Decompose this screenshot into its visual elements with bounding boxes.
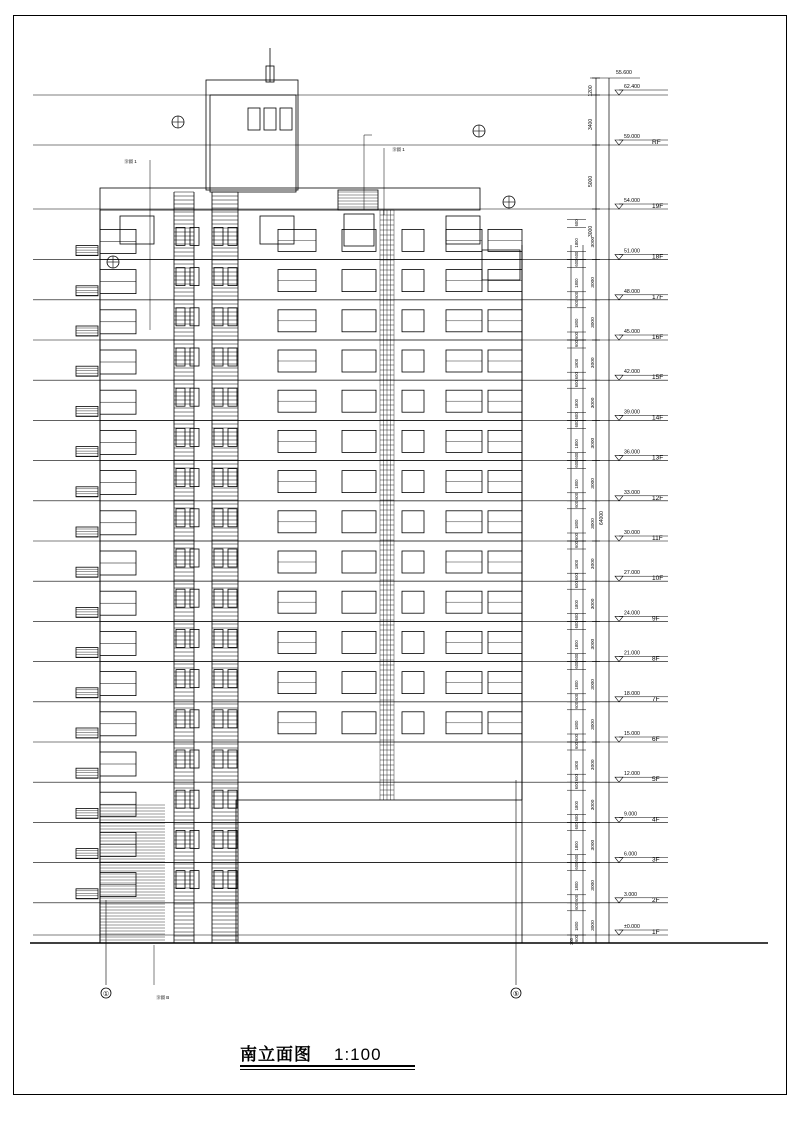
level-marker — [615, 204, 623, 209]
top-unit-window — [446, 216, 480, 244]
stair-window — [190, 388, 199, 406]
dim-inner-value: 600 — [574, 219, 579, 227]
dim-story: 3000 — [591, 518, 596, 529]
level-marker — [615, 536, 623, 541]
level-marker — [615, 496, 623, 501]
ac-ledge — [76, 487, 98, 497]
dim-inner-value: 600 — [574, 541, 579, 548]
level-marker — [615, 456, 623, 461]
stair-window — [214, 710, 223, 728]
dim-inner-value: 600 — [574, 613, 579, 621]
stair-window — [214, 750, 223, 768]
ac-ledge — [76, 808, 98, 818]
dim-story: 3000 — [591, 478, 596, 489]
level-marker — [615, 576, 623, 581]
stair-window — [176, 830, 185, 848]
dim-inner-value: 600 — [574, 500, 579, 508]
stair-window — [176, 268, 185, 286]
stair-window — [190, 830, 199, 848]
stair-window — [228, 549, 237, 567]
dim-story: 3000 — [591, 679, 596, 690]
dim-inner-value: 600 — [574, 533, 579, 540]
unit-window — [402, 511, 424, 533]
level-elevation: 62.400 — [624, 84, 640, 90]
dim-inner-value: 600 — [574, 774, 579, 782]
level-floor-label: 19F — [652, 203, 664, 210]
ac-ledge — [76, 406, 98, 416]
ac-ledge — [76, 768, 98, 778]
dim-inner-value: 600 — [574, 460, 579, 468]
stair-window — [190, 348, 199, 366]
dim-inner-value: 1800 — [574, 559, 579, 570]
level-elevation: 59.000 — [624, 134, 640, 140]
level-elevation: 18.000 — [624, 690, 640, 697]
unit-window — [342, 430, 376, 452]
level-floor-label: 12F — [652, 494, 664, 502]
dim-value-outer: 3400 — [588, 118, 594, 130]
dim-story: 3000 — [591, 719, 596, 730]
level-floor-label: RF — [652, 139, 661, 146]
stair-window — [190, 790, 199, 808]
dim-inner-value: 600 — [574, 653, 579, 661]
dim-inner-value: 600 — [574, 742, 579, 749]
stair-tower-inner — [210, 95, 296, 192]
unit-window — [342, 270, 376, 292]
level-elevation: 54.000 — [624, 198, 640, 204]
top-unit-window — [344, 214, 374, 246]
building-elevation — [30, 48, 768, 998]
level-marker — [615, 930, 623, 935]
level-elevation: 12.000 — [624, 771, 640, 778]
level-elevation: 42.000 — [624, 369, 640, 376]
level-elevation: 48.000 — [624, 288, 640, 295]
unit-window — [342, 310, 376, 332]
level-marker — [615, 90, 623, 95]
unit-window — [402, 591, 424, 613]
level-floor-label: 9F — [652, 615, 660, 623]
stair-window — [214, 388, 223, 406]
ac-ledge — [76, 286, 98, 296]
dim-story: 3000 — [591, 799, 596, 811]
level-floor-label: 16F — [652, 334, 664, 341]
ac-ledge — [76, 849, 98, 859]
level-elevation: 3.000 — [624, 891, 637, 898]
axis-label-5: ⑤ — [512, 991, 520, 998]
ac-ledge — [76, 527, 98, 537]
stair-window — [228, 227, 237, 245]
stair-window — [228, 308, 237, 326]
dim-inner-value: 1800 — [574, 439, 579, 449]
dim-value-outer: 3000 — [588, 225, 594, 237]
level-floor-label: 10F — [652, 575, 664, 583]
stair-window — [214, 308, 223, 326]
level-elevation: 33.000 — [624, 489, 640, 496]
unit-window — [342, 390, 376, 412]
stair-window — [176, 428, 185, 446]
level-elevation: 30.000 — [624, 530, 640, 536]
level-floor-label: 13F — [652, 454, 664, 462]
title-name: 南立面图 — [240, 1045, 312, 1065]
stair-window — [190, 227, 199, 245]
dim-inner-value: 600 — [574, 340, 579, 347]
tower-window — [280, 108, 292, 130]
stair-window — [214, 871, 223, 889]
unit-window — [342, 631, 376, 653]
level-elevation: 45.000 — [624, 329, 640, 335]
dim-inner-value: 600 — [574, 492, 579, 500]
level-floor-label: 5F — [652, 776, 660, 784]
level-floor-label: 2F — [652, 896, 660, 904]
stair-window — [214, 830, 223, 848]
level-floor-label: 3F — [652, 856, 660, 864]
ac-ledge — [76, 366, 98, 376]
stair-window — [176, 710, 185, 728]
drawing-title — [240, 1040, 420, 1070]
level-marker — [615, 777, 623, 782]
dim-inner-value: 600 — [574, 854, 579, 862]
dim-inner-value: 600 — [574, 581, 579, 589]
tower-window — [264, 108, 276, 130]
level-marker — [615, 616, 623, 621]
dim-inner-value: 1800 — [574, 599, 579, 610]
title-underline — [240, 1065, 415, 1067]
dim-inner-value: 600 — [574, 902, 579, 910]
stair-window — [190, 750, 199, 768]
dim-inner-value: 1800 — [574, 881, 579, 891]
unit-window — [402, 310, 424, 332]
dimension-chain — [567, 78, 609, 943]
stair-window — [214, 428, 223, 446]
level-lines — [33, 78, 668, 935]
dim-inner-value: 600 — [574, 251, 579, 259]
dim-inner-value: 1800 — [574, 640, 579, 650]
level-floor-label: 18F — [652, 253, 664, 261]
dim-story: 3000 — [591, 357, 596, 369]
stair-window — [228, 710, 237, 728]
stair-window — [176, 670, 185, 688]
stair-window — [228, 348, 237, 366]
unit-window — [342, 471, 376, 493]
level-floor-label: 4F — [652, 816, 660, 824]
ac-ledge — [76, 688, 98, 698]
dim-inner-value: 600 — [574, 420, 579, 428]
dim-inner-value: 600 — [574, 935, 579, 942]
level-elevation: 27.000 — [624, 570, 640, 577]
dim-inner-value: 600 — [574, 299, 579, 307]
dim-story: 3000 — [591, 236, 596, 248]
dim-inner-value: 600 — [574, 814, 579, 822]
level-marker — [615, 817, 623, 822]
level-elevation: 15.000 — [624, 731, 640, 737]
level-marker — [615, 697, 623, 702]
dim-inner-value: 600 — [574, 894, 579, 902]
level-floor-label: 7F — [652, 695, 660, 703]
stair-window — [228, 670, 237, 688]
level-marker — [615, 255, 623, 260]
stair-window — [190, 710, 199, 728]
ac-ledge — [76, 567, 98, 577]
level-floor-label: 8F — [652, 655, 660, 663]
dim-inner-value: 1800 — [574, 318, 579, 328]
stair-window — [190, 268, 199, 286]
title-text — [240, 1040, 382, 1065]
dim-value-outer: 1200 — [588, 85, 594, 97]
callout-note: 亲疆 1 — [392, 147, 405, 152]
level-marker — [615, 737, 623, 742]
podium-wall — [236, 800, 522, 943]
dim-inner-value: 600 — [574, 380, 579, 388]
stair-window — [214, 549, 223, 567]
unit-window — [342, 551, 376, 573]
dim-inner-value: 1800 — [574, 479, 579, 489]
level-marker — [615, 858, 623, 863]
level-elevation: 36.000 — [624, 449, 640, 456]
dim-story: 3000 — [591, 277, 596, 288]
unit-window — [342, 712, 376, 734]
stair-window — [176, 750, 185, 768]
level-marker — [615, 140, 623, 145]
unit-window — [342, 229, 376, 251]
stair-window — [176, 871, 185, 889]
unit-window — [402, 430, 424, 452]
dim-inner-value: 600 — [574, 412, 579, 420]
dim-inner-value: 1800 — [574, 238, 579, 248]
level-marker — [615, 335, 623, 340]
unit-window — [402, 631, 424, 653]
level-elevation: 6.000 — [624, 851, 637, 858]
top-unit-window — [260, 216, 294, 244]
callout-note: 亲疆 B — [156, 995, 170, 1000]
level-floor-label: 1F — [652, 929, 660, 936]
unit-window — [342, 591, 376, 613]
level-marker — [615, 375, 623, 380]
axis-label-1: ① — [102, 991, 110, 998]
dim-inner-value: 600 — [574, 452, 579, 460]
stair-window — [190, 428, 199, 446]
dim-inner-value: 600 — [574, 862, 579, 870]
title-scale: 1:100 — [334, 1045, 382, 1064]
stair-window — [214, 670, 223, 688]
dim-inner-value: 1800 — [574, 720, 579, 730]
level-marker — [615, 415, 623, 420]
stair-window — [176, 790, 185, 808]
stair-window — [190, 308, 199, 326]
stair-window — [214, 348, 223, 366]
stair-window — [190, 549, 199, 567]
dim-inner-value: 1800 — [574, 358, 579, 369]
dim-inner-value: 1800 — [574, 800, 579, 811]
level-elevation: 21.000 — [624, 650, 640, 657]
unit-window — [342, 350, 376, 372]
ac-ledge — [76, 447, 98, 457]
stair-window — [228, 750, 237, 768]
stair-window — [214, 268, 223, 286]
dim-inner-value: 600 — [574, 621, 579, 629]
stair-window — [214, 790, 223, 808]
dim-inner-value: 600 — [574, 701, 579, 709]
unit-window — [402, 471, 424, 493]
dim-inner-value: 1800 — [574, 519, 579, 529]
dim-inner-value: 1800 — [574, 680, 579, 690]
dim-story: 3000 — [591, 397, 596, 409]
stair-window — [228, 428, 237, 446]
dim-inner-value: 600 — [574, 782, 579, 790]
dim-inner-value: 1800 — [574, 398, 579, 409]
top-unit-window — [120, 216, 154, 244]
stair-window — [176, 388, 185, 406]
stair-window — [176, 227, 185, 245]
stair-window — [176, 549, 185, 567]
ac-ledge — [76, 648, 98, 658]
unit-window — [402, 390, 424, 412]
dim-inner-value: 600 — [574, 372, 579, 380]
dim-inner-value: 600 — [574, 332, 579, 339]
level-marker — [615, 898, 623, 903]
dim-story: 3000 — [591, 437, 596, 449]
stair-window — [190, 670, 199, 688]
dim-inner-value: 600 — [574, 661, 579, 669]
unit-window — [342, 511, 376, 533]
dim-inner-value: 1800 — [574, 921, 579, 931]
ac-ledge — [76, 326, 98, 336]
level-floor-label: 14F — [652, 414, 664, 422]
ac-ledge — [76, 246, 98, 256]
level-elevation: 51.000 — [624, 248, 640, 255]
dim-story: 3000 — [591, 598, 596, 610]
level-floor-label: 11F — [652, 535, 663, 542]
dim-value-outer: 5000 — [588, 175, 594, 187]
level-floor-label: 17F — [652, 293, 664, 301]
dim-story: 3000 — [591, 880, 596, 891]
level-marker — [615, 295, 623, 300]
unit-window — [402, 270, 424, 292]
ac-ledge — [76, 728, 98, 738]
dim-story: 3000 — [591, 558, 596, 570]
dim-story: 3000 — [591, 839, 596, 851]
dim-inner-value: 1800 — [574, 841, 579, 851]
top-elevation: 55.600 — [616, 70, 632, 76]
dim-inner-value: 600 — [574, 573, 579, 581]
stair-tower-top — [206, 80, 298, 190]
dim-base: 300 — [569, 938, 574, 945]
dim-inner-value: 600 — [574, 693, 579, 701]
dim-story: 3000 — [591, 317, 596, 328]
level-floor-label: 6F — [652, 736, 660, 743]
tower-window — [248, 108, 260, 130]
dim-inner-value: 600 — [574, 291, 579, 299]
dim-inner-value: 1800 — [574, 760, 579, 771]
roof-parapet — [100, 188, 480, 210]
stair-window — [176, 308, 185, 326]
dim-inner-value: 600 — [574, 259, 579, 267]
stair-window — [190, 871, 199, 889]
level-marker — [615, 657, 623, 662]
ac-ledge — [76, 889, 98, 899]
dim-inner-value: 600 — [574, 734, 579, 741]
level-elevation: ±0.000 — [624, 924, 640, 930]
dim-total-value: 64000 — [599, 511, 605, 525]
title-underline-thin — [240, 1069, 415, 1070]
ac-ledge — [76, 607, 98, 617]
level-elevation: 24.000 — [624, 610, 640, 617]
stair-window — [228, 388, 237, 406]
unit-window — [402, 350, 424, 372]
unit-window — [402, 229, 424, 251]
unit-window — [402, 712, 424, 734]
unit-window — [402, 551, 424, 573]
stair-window — [176, 348, 185, 366]
dim-story: 3000 — [591, 638, 596, 650]
unit-window — [402, 672, 424, 694]
unit-window — [342, 672, 376, 694]
dim-story: 3000 — [591, 759, 596, 771]
callout-note: 亲疆 1 — [124, 159, 137, 164]
dim-story: 3000 — [591, 920, 596, 931]
dim-inner-value: 1800 — [574, 278, 579, 288]
stair-window — [228, 268, 237, 286]
level-floor-label: 15F — [652, 374, 664, 382]
level-elevation: 9.000 — [624, 811, 637, 818]
level-elevation: 39.000 — [624, 409, 640, 416]
dim-inner-value: 600 — [574, 822, 579, 830]
stair-window — [214, 227, 223, 245]
